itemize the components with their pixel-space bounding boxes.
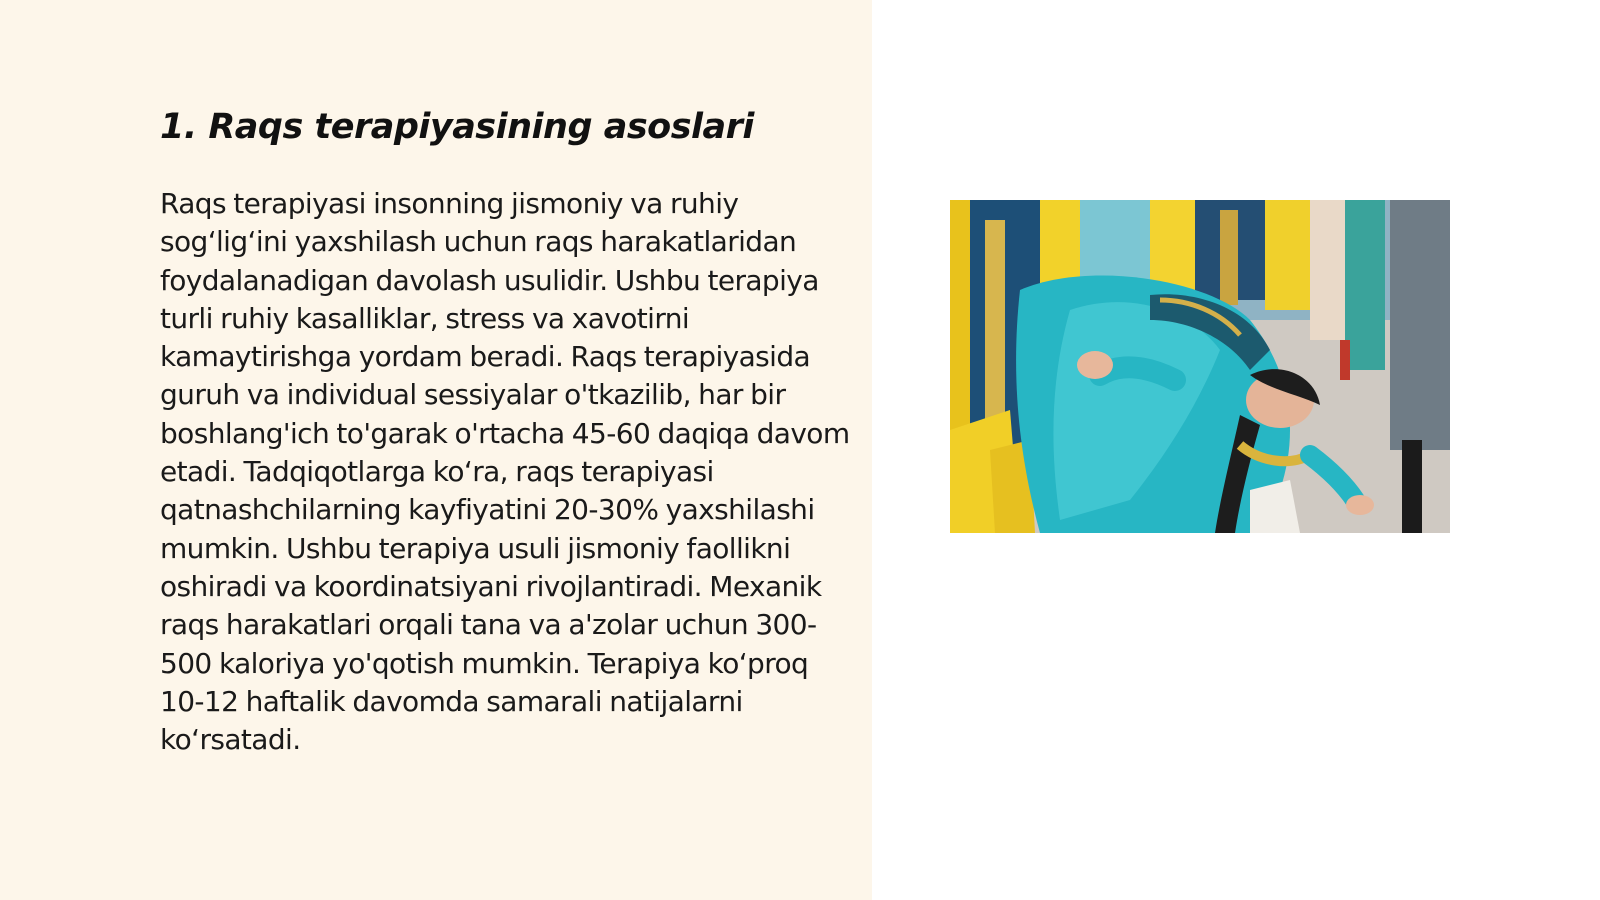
slide-body-text: Raqs terapiyasi insonning jismoniy va ruhiy sog‘lig‘ini yaxshilash uchun raqs harakatlaridan foydalanadigan davolash usulidir. Ushbu terapiya turli ruhiy kasalliklar, stress va xavotirni kamaytirishga yordam beradi. Raqs terapiyasida guruh va individual sessiyalar o'tkazilib, har bir boshlang'ich to'garak o'rtacha 45-60 daqiqa davom etadi. Tadqiqotlarga ko‘ra, raqs terapiyasi qatnashchilarning kayfiyatini 20-30% yaxshilashi mumkin. Ushbu terapiya usuli jismoniy faollikni oshiradi va koordinatsiyani rivojlantiradi. Mexanik raqs harakatlari orqali tana va a'zolar uchun 300-500 kaloriya yo'qotish mumkin. Terapiya ko‘proq 10-12 haftalik davomda samarali natijalarni ko‘rsatadi. bbox=[160, 187, 850, 757]
dancer-photo bbox=[950, 200, 1450, 533]
slide-title: 1. Raqs terapiyasining asoslari bbox=[160, 107, 754, 147]
